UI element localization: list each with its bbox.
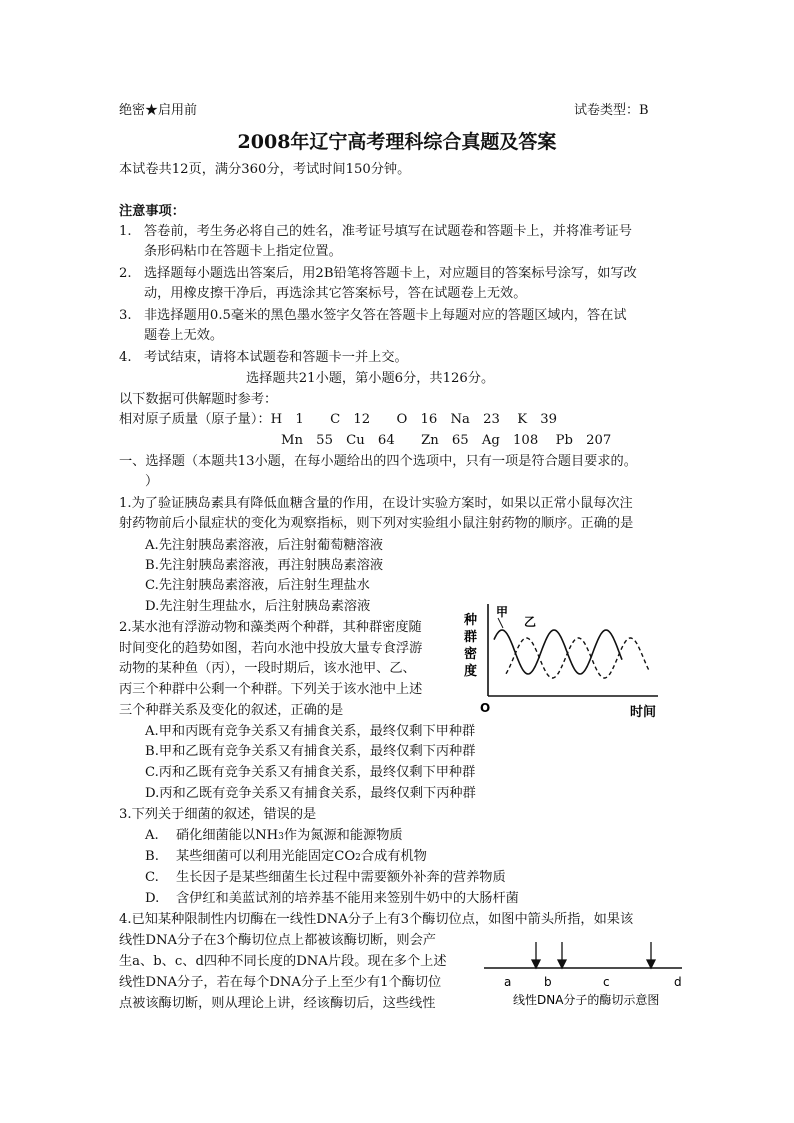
section-note: 选择题共21小题，第小题6分，共126分。 xyxy=(246,371,495,386)
question-3-option: 含伊红和美蓝试剂的培养基不能用来签别牛奶中的大肠杆菌 xyxy=(176,891,519,906)
question-1-option: A.先注射胰岛素溶液，后注射葡萄糖溶液 xyxy=(145,538,383,553)
header-right: 试卷类型：B xyxy=(574,103,649,118)
question-2-stem: 丙三个种群中公剩一个种群。下列关于该水池中上述 xyxy=(119,682,423,697)
cut-arrow xyxy=(647,942,655,968)
note-line: 考试结束，请将本试题卷和答题卡一并上交。 xyxy=(144,350,408,365)
notes-heading: 注意事项： xyxy=(119,204,185,219)
header-left: 绝密★启用前 xyxy=(119,103,198,118)
origin-label: O xyxy=(480,701,491,715)
question-3-option-letter: D. xyxy=(145,891,160,906)
part-heading: 一、选择题（本题共13小题，在每小题给出的四个选项中，只有一项是符合题目要求的。 xyxy=(119,454,637,469)
question-3-option: 生长因子是某些细菌生长过程中需要额外补奔的营养物质 xyxy=(176,870,506,885)
fragment-label-d: d xyxy=(674,975,682,989)
y-axis-label-char: 度 xyxy=(464,664,478,679)
note-line: 动，用橡皮擦干净后，再选涂其它答案标号，答在试题卷上无效。 xyxy=(144,286,527,301)
question-2-option: A.甲和丙既有竞争关系又有捕食关系，最终仅剩下甲种群 xyxy=(145,724,476,739)
part-heading-end: ） xyxy=(145,474,159,489)
question-2-option: B.甲和乙既有竞争关系又有捕食关系，最终仅剩下丙种群 xyxy=(145,744,476,759)
question-1-option: D.先注射生理盐水，后注射胰岛素溶液 xyxy=(145,599,371,614)
note-line: 非选择题用0.5毫米的黑色墨水签字夂答在答题卡上每题对应的答题区域内，答在试 xyxy=(144,308,627,323)
subscript: 2 xyxy=(355,853,361,863)
question-3-option xyxy=(176,847,427,868)
question-4-stem: 点被该酶切断，则从理论上讲，经该酶切后，这些线性 xyxy=(119,996,436,1011)
atomic-mass-line: Mn 55 Cu 64 Zn 65 Ag 108 Pb 207 xyxy=(281,433,612,448)
x-axis-label: 时间 xyxy=(630,705,657,720)
y-axis-label-char: 种 xyxy=(464,613,478,628)
question-4-stem: 线性DNA分子在3个酶切位点上都被该酶切断，则会产 xyxy=(119,933,436,948)
curve-yi xyxy=(506,638,650,678)
dna-cut-figure xyxy=(478,938,688,1010)
question-2-stem: 动物的某种鱼（丙），一段时期后，该水池甲、乙、 xyxy=(119,661,416,676)
question-2-stem: 时间变化的趋势如图，若向水池中投放大量专食浮游 xyxy=(119,641,423,656)
question-3-stem: 3.下列关于细菌的叙述，错误的是 xyxy=(119,807,317,822)
question-1-option: C.先注射胰岛素溶液，后注射生理盐水 xyxy=(145,578,370,593)
option-text: 某些细菌可以利用光能固定CO xyxy=(176,849,356,864)
question-1-stem: 射药物前后小鼠症状的变化为观察指标，则下列对实验组小鼠注射药物的顺序。正确的是 xyxy=(119,516,634,531)
y-axis-label-char: 密 xyxy=(464,647,478,662)
question-4-stem: 生a、b、c、d四种不同长度的DNA片段。现在多个上述 xyxy=(119,954,447,969)
note-line: 选择题每小题选出答案后，用2B铅笔将答题卡上，对应题目的答案标号涂写，如写改 xyxy=(144,266,637,281)
option-text: 硝化细菌能以NH xyxy=(176,828,279,843)
series-label-yi: 乙 xyxy=(524,615,537,629)
cut-arrow xyxy=(558,942,566,968)
y-axis-label-char: 群 xyxy=(464,630,478,645)
note-number: 1. xyxy=(119,224,132,239)
atomic-mass-line: 相对原子质量（原子量）：H 1 C 12 O 16 Na 23 K 39 xyxy=(119,412,558,427)
figure-caption: 线性DNA分子的酶切示意图 xyxy=(513,993,660,1007)
question-3-option-letter: C. xyxy=(145,870,159,885)
note-number: 4. xyxy=(119,350,132,365)
curve-jia xyxy=(494,630,622,674)
question-2-option: C.丙和乙既有竞争关系又有捕食关系，最终仅剩下甲种群 xyxy=(145,765,476,780)
question-3-option-letter: A. xyxy=(145,828,159,843)
cut-arrow xyxy=(532,942,540,968)
option-text: 作为氮源和能源物质 xyxy=(283,828,403,843)
fragment-label-b: b xyxy=(544,975,552,989)
note-number: 2. xyxy=(119,266,132,281)
label-pointer xyxy=(498,618,503,628)
question-3-option xyxy=(176,826,403,847)
question-4-stem: 4.已知某种限制性内切酶在一线性DNA分子上有3个酶切位点，如图中箭头所指，如果该 xyxy=(119,912,634,927)
population-density-figure xyxy=(462,598,672,720)
note-line: 题卷上无效。 xyxy=(144,328,224,343)
data-intro: 以下数据可供解题时参考： xyxy=(119,392,278,407)
question-2-stem: 2.某水池有浮游动物和藻类两个种群，其种群密度随 xyxy=(119,620,422,635)
question-2-option: D.丙和乙既有竞争关系又有捕食关系，最终仅剩下丙种群 xyxy=(145,786,476,801)
intro-text: 本试卷共12页，满分360分，考试时间150分钟。 xyxy=(119,162,411,177)
note-number: 3. xyxy=(119,308,132,323)
note-line: 条形码粘巾在答题卡上指定位置。 xyxy=(144,244,342,259)
page-title: 2008年辽宁高考理科综合真题及答案 xyxy=(237,131,557,153)
question-2-stem: 三个种群关系及变化的叙述，正确的是 xyxy=(119,703,344,718)
question-4-stem: 线性DNA分子，若在每个DNA分子上至少有1个酶切位 xyxy=(119,975,442,990)
note-line: 答卷前，考生务必将自己的姓名，准考证号填写在试题卷和答题卡上，并将准考证号 xyxy=(144,224,632,239)
fragment-label-a: a xyxy=(504,975,512,989)
question-1-stem: 1.为了验证胰岛素具有降低血糖含量的作用，在设计实验方案时，如果以正常小鼠每次注 xyxy=(119,496,633,511)
series-label-jia: 甲 xyxy=(496,605,509,619)
subscript: 3 xyxy=(278,832,284,842)
question-1-option: B.先注射胰岛素溶液，再注射胰岛素溶液 xyxy=(145,558,384,573)
option-text: 合成有机物 xyxy=(360,849,427,864)
fragment-label-c: c xyxy=(603,975,610,989)
question-3-option-letter: B. xyxy=(145,849,159,864)
